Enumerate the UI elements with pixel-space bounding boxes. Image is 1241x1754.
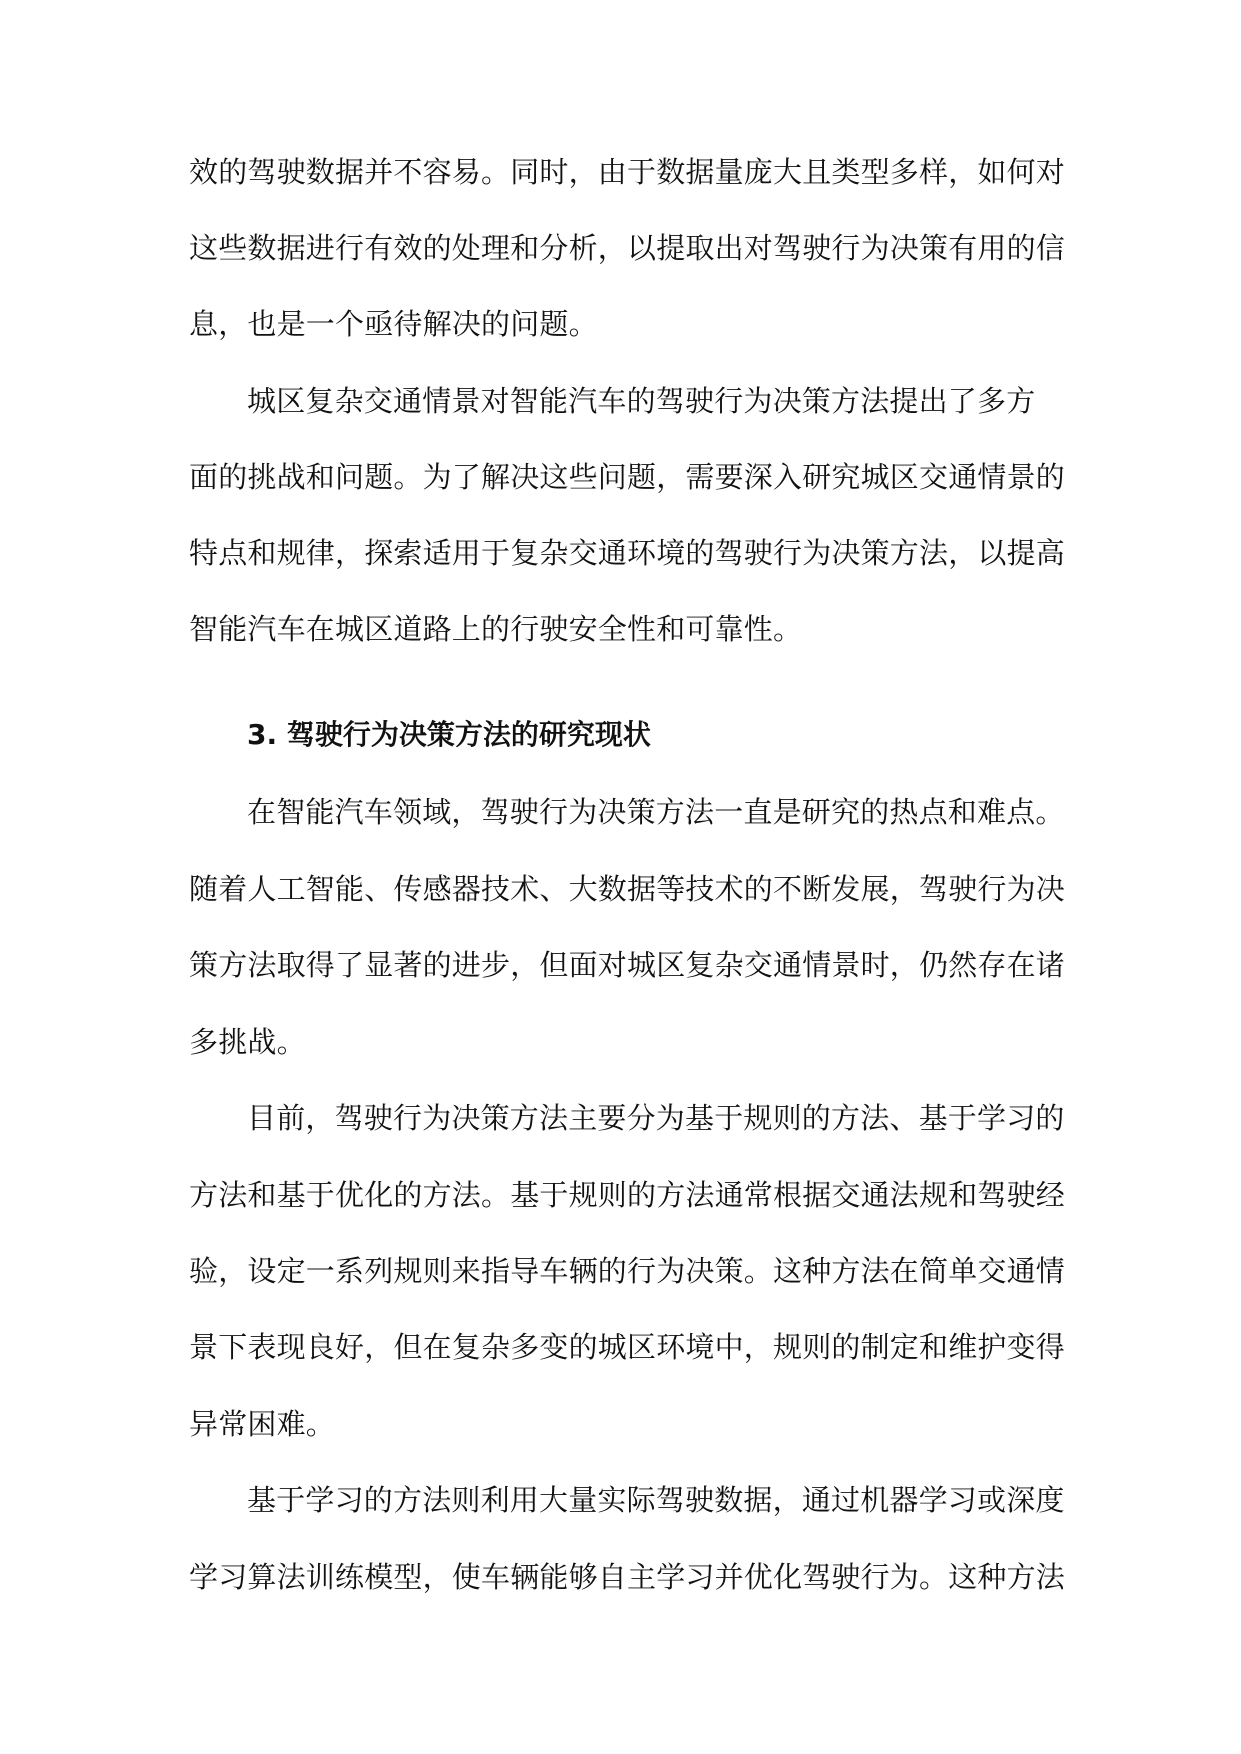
paragraph-line: 在智能汽车领域，驾驶行为决策方法一直是研究的热点和难点。 <box>247 795 1065 829</box>
paragraph-line: 方法和基于优化的方法。基于规则的方法通常根据交通法规和驾驶经 <box>189 1178 1066 1212</box>
paragraph-line: 景下表现良好，但在复杂多变的城区环境中，规则的制定和维护变得 <box>189 1330 1066 1364</box>
paragraph-line: 这些数据进行有效的处理和分析，以提取出对驾驶行为决策有用的信 <box>189 231 1066 265</box>
paragraph-line: 目前，驾驶行为决策方法主要分为基于规则的方法、基于学习的 <box>247 1101 1065 1135</box>
paragraph-line: 策方法取得了显著的进步，但面对城区复杂交通情景时，仍然存在诸 <box>189 948 1066 982</box>
paragraph-line: 学习算法训练模型，使车辆能够自主学习并优化驾驶行为。这种方法 <box>189 1560 1066 1594</box>
paragraph-line: 多挑战。 <box>189 1025 306 1059</box>
paragraph-line: 息，也是一个亟待解决的问题。 <box>189 307 598 341</box>
paragraph-line: 随着人工智能、传感器技术、大数据等技术的不断发展，驾驶行为决 <box>189 872 1066 906</box>
paragraph-line: 效的驾驶数据并不容易。同时，由于数据量庞大且类型多样，如何对 <box>189 155 1066 189</box>
paragraph-line: 面的挑战和问题。为了解决这些问题，需要深入研究城区交通情景的 <box>189 460 1066 494</box>
paragraph-line: 城区复杂交通情景对智能汽车的驾驶行为决策方法提出了多方 <box>247 384 1036 418</box>
section-heading: 3. 驾驶行为决策方法的研究现状 <box>247 718 651 751</box>
paragraph-line: 特点和规律，探索适用于复杂交通环境的驾驶行为决策方法，以提高 <box>189 536 1066 570</box>
paragraph-line: 异常困难。 <box>189 1407 336 1441</box>
paragraph-line: 验，设定一系列规则来指导车辆的行为决策。这种方法在简单交通情 <box>189 1254 1066 1288</box>
paragraph-line: 智能汽车在城区道路上的行驶安全性和可靠性。 <box>189 612 803 646</box>
paragraph-line: 基于学习的方法则利用大量实际驾驶数据，通过机器学习或深度 <box>247 1483 1065 1517</box>
